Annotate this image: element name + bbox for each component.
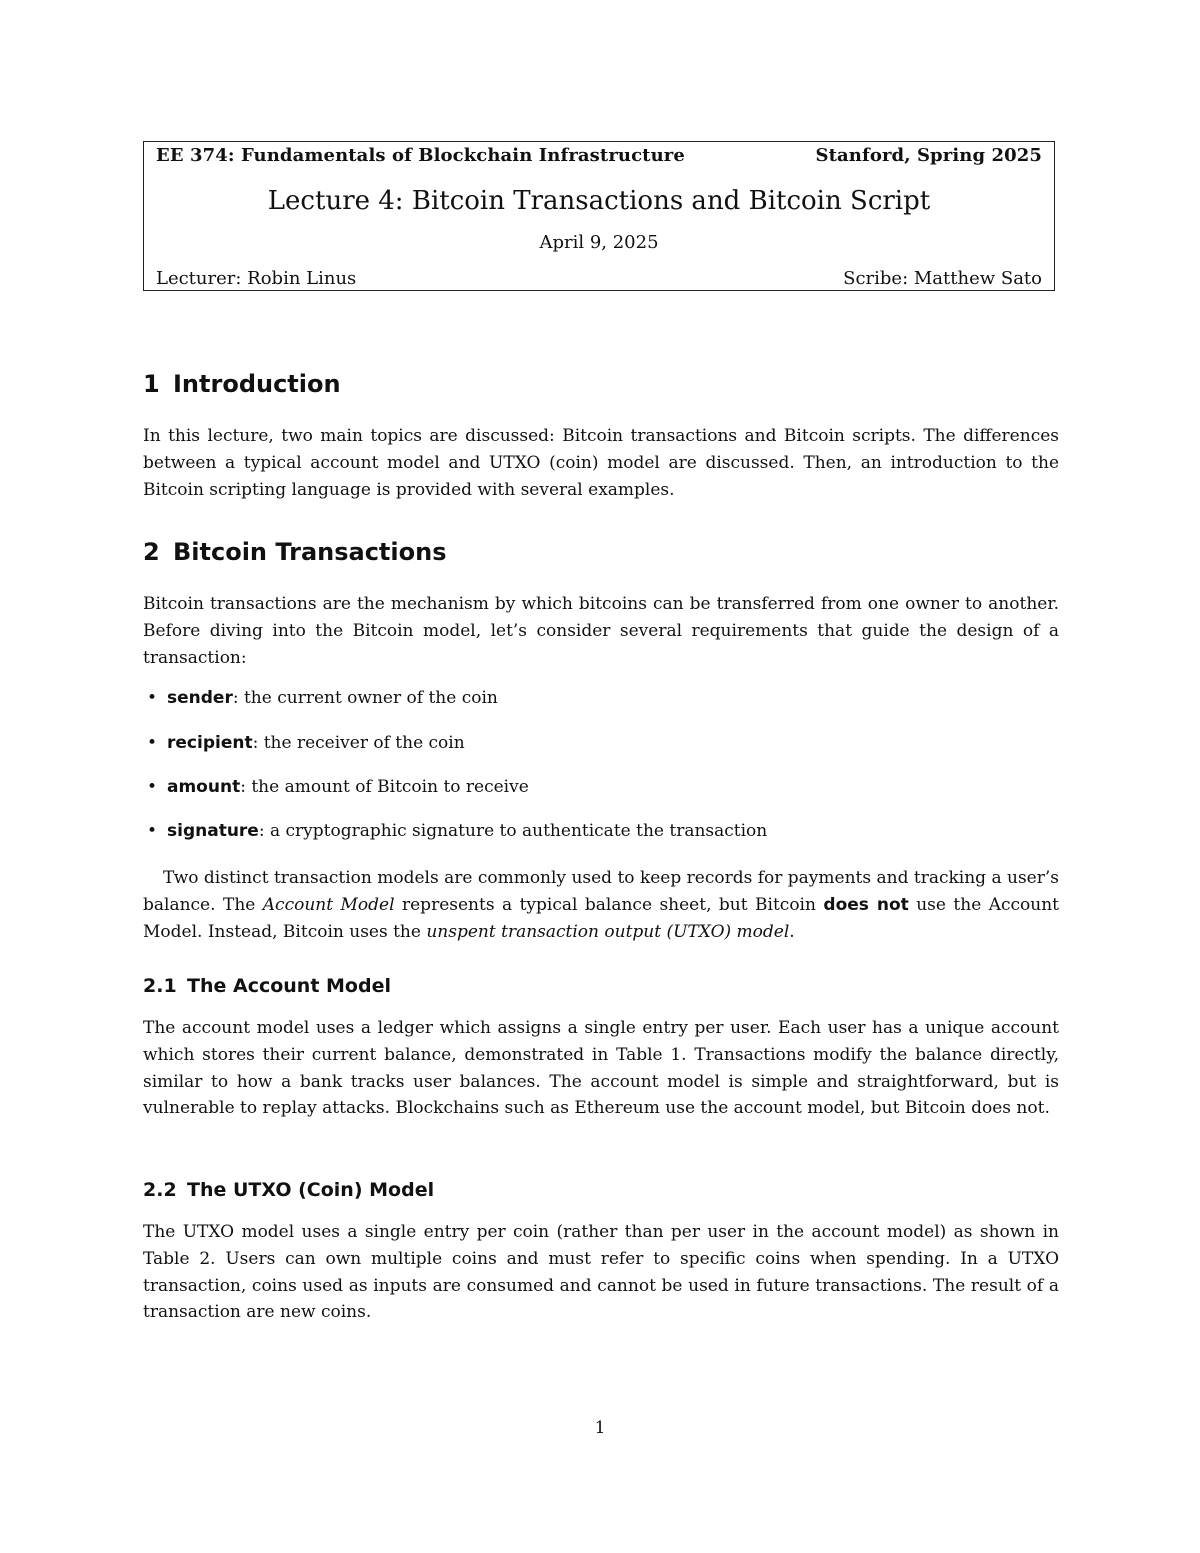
bullet-icon: • bbox=[147, 733, 158, 753]
section-2-2-heading: 2.2 The UTXO (Coin) Model bbox=[143, 1179, 435, 1201]
list-item: • sender: the current owner of the coin bbox=[147, 688, 498, 708]
section-2-1-paragraph: The account model uses a ledger which assigns a single entry per user. Each user has a unique account which stores their current balance, demonstrated in Table 1. Transactions modify the balance directly, similar to how a bank tracks user balances. The account model is simple and straightforward, but is vulnerable to replay attacks. Blockchains such as Ethereum use the account model, but Bitcoin does not. bbox=[143, 1018, 1059, 1119]
section-1-heading: 1 Introduction bbox=[143, 370, 341, 398]
section-2-heading: 2 Bitcoin Transactions bbox=[143, 538, 447, 566]
lecture-header-box bbox=[143, 141, 1055, 291]
lecturer: Lecturer: Robin Linus bbox=[156, 268, 357, 289]
bullet-icon: • bbox=[147, 777, 158, 797]
list-item: • amount: the amount of Bitcoin to receive bbox=[147, 777, 529, 797]
bullet-icon: • bbox=[147, 821, 158, 841]
institution-term: Stanford, Spring 2025 bbox=[815, 145, 1042, 166]
section-2-2-paragraph: The UTXO model uses a single entry per coin (rather than per user in the account model) as shown in Table 2. Users can own multiple coins and must refer to specific coins when spending. In a UTXO transaction, coins used as inputs are consumed and cannot be used in future transactions. The result of a transaction are new coins. bbox=[143, 1222, 1059, 1323]
bullet-icon: • bbox=[147, 688, 158, 708]
lecture-date: April 9, 2025 bbox=[539, 232, 659, 253]
page-number: 1 bbox=[594, 1418, 606, 1438]
section-2-paragraph: Bitcoin transactions are the mechanism by which bitcoins can be transferred from one owner to another. Before diving into the Bitcoin model, let’s consider several requirements that guide the design of a transaction: bbox=[143, 594, 1059, 668]
list-item: • recipient: the receiver of the coin bbox=[147, 733, 465, 753]
scribe: Scribe: Matthew Sato bbox=[843, 268, 1042, 289]
section-1-paragraph: In this lecture, two main topics are discussed: Bitcoin transactions and Bitcoin scripts. The differences between a typical account model and UTXO (coin) model are discussed. Then, an introduction to the Bitcoin scripting language is provided with several examples. bbox=[143, 426, 1059, 500]
list-item: • signature: a cryptographic signature to authenticate the transaction bbox=[147, 821, 768, 841]
lecture-title: Lecture 4: Bitcoin Transactions and Bitcoin Script bbox=[267, 186, 931, 216]
course-name: EE 374: Fundamentals of Blockchain Infrastructure bbox=[156, 145, 685, 166]
section-2-1-heading: 2.1 The Account Model bbox=[143, 975, 391, 997]
transaction-models-paragraph: Two distinct transaction models are commonly used to keep records for payments and tracking a user’s balance. The Account Model represents a typical balance sheet, but Bitcoin does not use the Account Model. Instead, Bitcoin uses the unspent transaction output (UTXO) model. bbox=[143, 868, 1059, 942]
